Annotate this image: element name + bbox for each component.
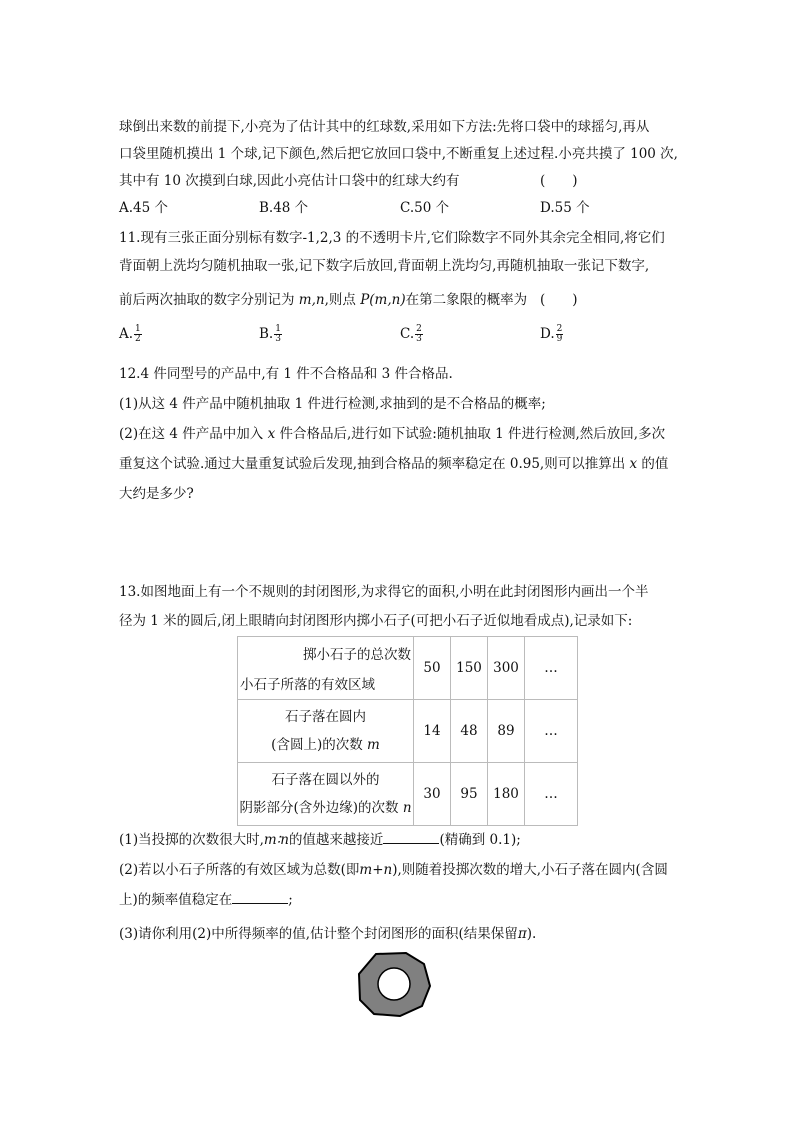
q10-option-b: B.48 个 (259, 200, 309, 216)
q10-line-3-text: 其中有 10 次摸到白球,因此小亮估计口袋中的红球大约有 (119, 173, 460, 189)
table-cell: 30 (414, 763, 451, 826)
q11-option-d-letter: D. (540, 326, 555, 342)
q12-line-5: 大约是多少? (119, 486, 194, 502)
table-row (238, 763, 578, 826)
q11-option-b-fraction (274, 325, 282, 344)
stone-toss-table (237, 636, 578, 826)
closed-shape-figure (356, 950, 432, 1018)
q10-option-d: D.55 个 (540, 200, 590, 216)
q13-p2d: ; (288, 892, 293, 908)
q13-p3b: ). (526, 926, 537, 942)
q10-line-3 (119, 171, 460, 191)
q13-line-2: 径为 1 米的圆后,闭上眼睛向封闭图形内掷小石子(可把小石子近似地看成点),记录如下: (119, 613, 633, 629)
row1-var-m: m (367, 737, 380, 753)
q11-option-d-fraction (556, 325, 564, 344)
row1-label-b (238, 731, 413, 759)
q12-line-4 (119, 454, 668, 474)
q10-line-2: 口袋里随机摸出 1 个球,记下颜色,然后把它放回口袋中,不断重复上述过程.小亮共摸了 100 次, (119, 146, 678, 162)
q11-line-1: 11.现有三张正面分别标有数字-1,2,3 的不透明卡片,它们除数字不同外其余完全相同,将它们 (119, 230, 665, 246)
q11-option-c-fraction (415, 325, 423, 344)
q11-option-a-num: 1 (135, 324, 141, 334)
q13-blank-1 (383, 830, 439, 844)
row2-label-a: 石子落在圆以外的 (271, 772, 380, 788)
q11-line-3b: ,则点 (324, 292, 361, 308)
table-cell: … (525, 700, 578, 763)
table-cell: 150 (451, 637, 488, 700)
q12-line-3b: 件合格品后,进行如下试验:随机抽取 1 件进行检测,然后放回,多次 (275, 426, 666, 442)
q12-line-2: (1)从这 4 件产品中随机抽取 1 件进行检测,求抽到的是不合格品的概率; (119, 396, 546, 412)
table-diagonal-header (238, 637, 414, 700)
q13-blank-2 (232, 890, 288, 904)
q13-pi: π (517, 926, 527, 942)
q11-option-b-num: 1 (275, 324, 281, 334)
q11-line-3 (119, 290, 527, 310)
q10-line-1: 球倒出来数的前提下,小亮为了估计其中的红球数,采用如下方法:先将口袋中的球摇匀,再从 (119, 119, 650, 135)
row2-label-b (238, 794, 413, 822)
inner-circle (378, 968, 410, 1000)
q13-part-1 (119, 830, 521, 850)
q11-option-d-den: 9 (556, 334, 563, 344)
table-cell: … (525, 763, 578, 826)
table-row-label-n (238, 763, 414, 826)
q13-p1b: 的值越来越接近 (288, 832, 384, 848)
q13-part-2 (119, 860, 668, 880)
q13-part-2-cont (119, 890, 293, 910)
q11-option-a (119, 324, 142, 344)
table-cell: 180 (488, 763, 525, 826)
q11-line-2: 背面朝上洗均匀随机抽取一张,记下数字后放回,背面朝上洗均匀,再随机抽取一张记下数字, (119, 258, 650, 274)
q12-line-3a: (2)在这 4 件产品中加入 (119, 426, 268, 442)
q12-var-x-2: x (629, 456, 638, 472)
q13-p1c: (精确到 0.1); (439, 832, 521, 848)
table-row-label-m (238, 700, 414, 763)
q11-option-c-den: 3 (416, 334, 422, 344)
q11-option-c (400, 324, 423, 344)
table-cell: 95 (451, 763, 488, 826)
q11-var-mn: m,n (298, 292, 325, 308)
q11-option-a-fraction (134, 325, 142, 344)
q11-line-3c: 在第二象限的概率为 (405, 292, 528, 308)
table-cell: 89 (488, 700, 525, 763)
q12-line-1: 12.4 件同型号的产品中,有 1 件不合格品和 3 件合格品. (119, 366, 453, 382)
q11-option-b (259, 324, 282, 344)
q11-answer-paren: ( ) (540, 292, 578, 308)
table-row (238, 700, 578, 763)
q11-option-c-letter: C. (400, 326, 415, 342)
q11-option-c-num: 2 (416, 324, 422, 334)
q11-line-3a: 前后两次抽取的数字分别记为 (119, 292, 299, 308)
q13-p3a: (3)请你利用(2)中所得频率的值,估计整个封闭图形的面积(结果保留 (119, 926, 518, 942)
q12-var-x: x (267, 426, 276, 442)
table-header-bottom: 小石子所落的有效区域 (240, 677, 375, 693)
row1-label-a: 石子落在圆内 (285, 709, 366, 725)
q12-line-4a: 重复这个试验.通过大量重复试验后发现,抽到合格品的频率稳定在 0.95,则可以推算出 (119, 456, 630, 472)
q13-ratio: m∶n (263, 832, 289, 848)
row2-var-n: n (402, 800, 412, 816)
q13-part-3 (119, 924, 536, 944)
q12-line-3 (119, 424, 665, 444)
q13-p2c: 上)的频率值稳定在 (119, 892, 233, 908)
q13-line-1: 13.如图地面上有一个不规则的封闭图形,为求得它的面积,小明在此封闭图形内画出一个半 (119, 584, 649, 600)
q13-p2a: (2)若以小石子所落的有效区域为总数(即 (119, 862, 360, 878)
row2-label-b-text: 阴影部分(含外边缘)的次数 (239, 800, 403, 816)
q11-option-b-letter: B. (259, 326, 274, 342)
q10-option-c: C.50 个 (400, 200, 450, 216)
row1-label-b-text: (含圆上)的次数 (271, 737, 367, 753)
q12-line-4b: 的值 (637, 456, 669, 472)
table-cell: 50 (414, 637, 451, 700)
q11-point-args: (m,n) (369, 292, 406, 308)
table-cell: 48 (451, 700, 488, 763)
table-cell: 14 (414, 700, 451, 763)
q13-sum: m+n (359, 862, 393, 878)
q11-option-b-den: 3 (275, 334, 281, 344)
table-cell: 300 (488, 637, 525, 700)
table-row (238, 637, 578, 700)
q10-answer-paren: ( ) (540, 173, 578, 189)
q13-p1a: (1)当投掷的次数很大时, (119, 832, 264, 848)
q11-option-a-letter: A. (119, 326, 134, 342)
q11-point-p: P (360, 292, 370, 308)
q11-option-d (540, 324, 563, 344)
q11-option-a-den: 2 (135, 334, 141, 344)
q10-option-a: A.45 个 (119, 200, 169, 216)
table-header-top: 掷小石子的总次数 (303, 647, 411, 663)
table-cell: … (525, 637, 578, 700)
q13-p2b: ),则随着投掷次数的增大,小石子落在圆内(含圆 (392, 862, 668, 878)
q11-option-d-num: 2 (556, 324, 563, 334)
